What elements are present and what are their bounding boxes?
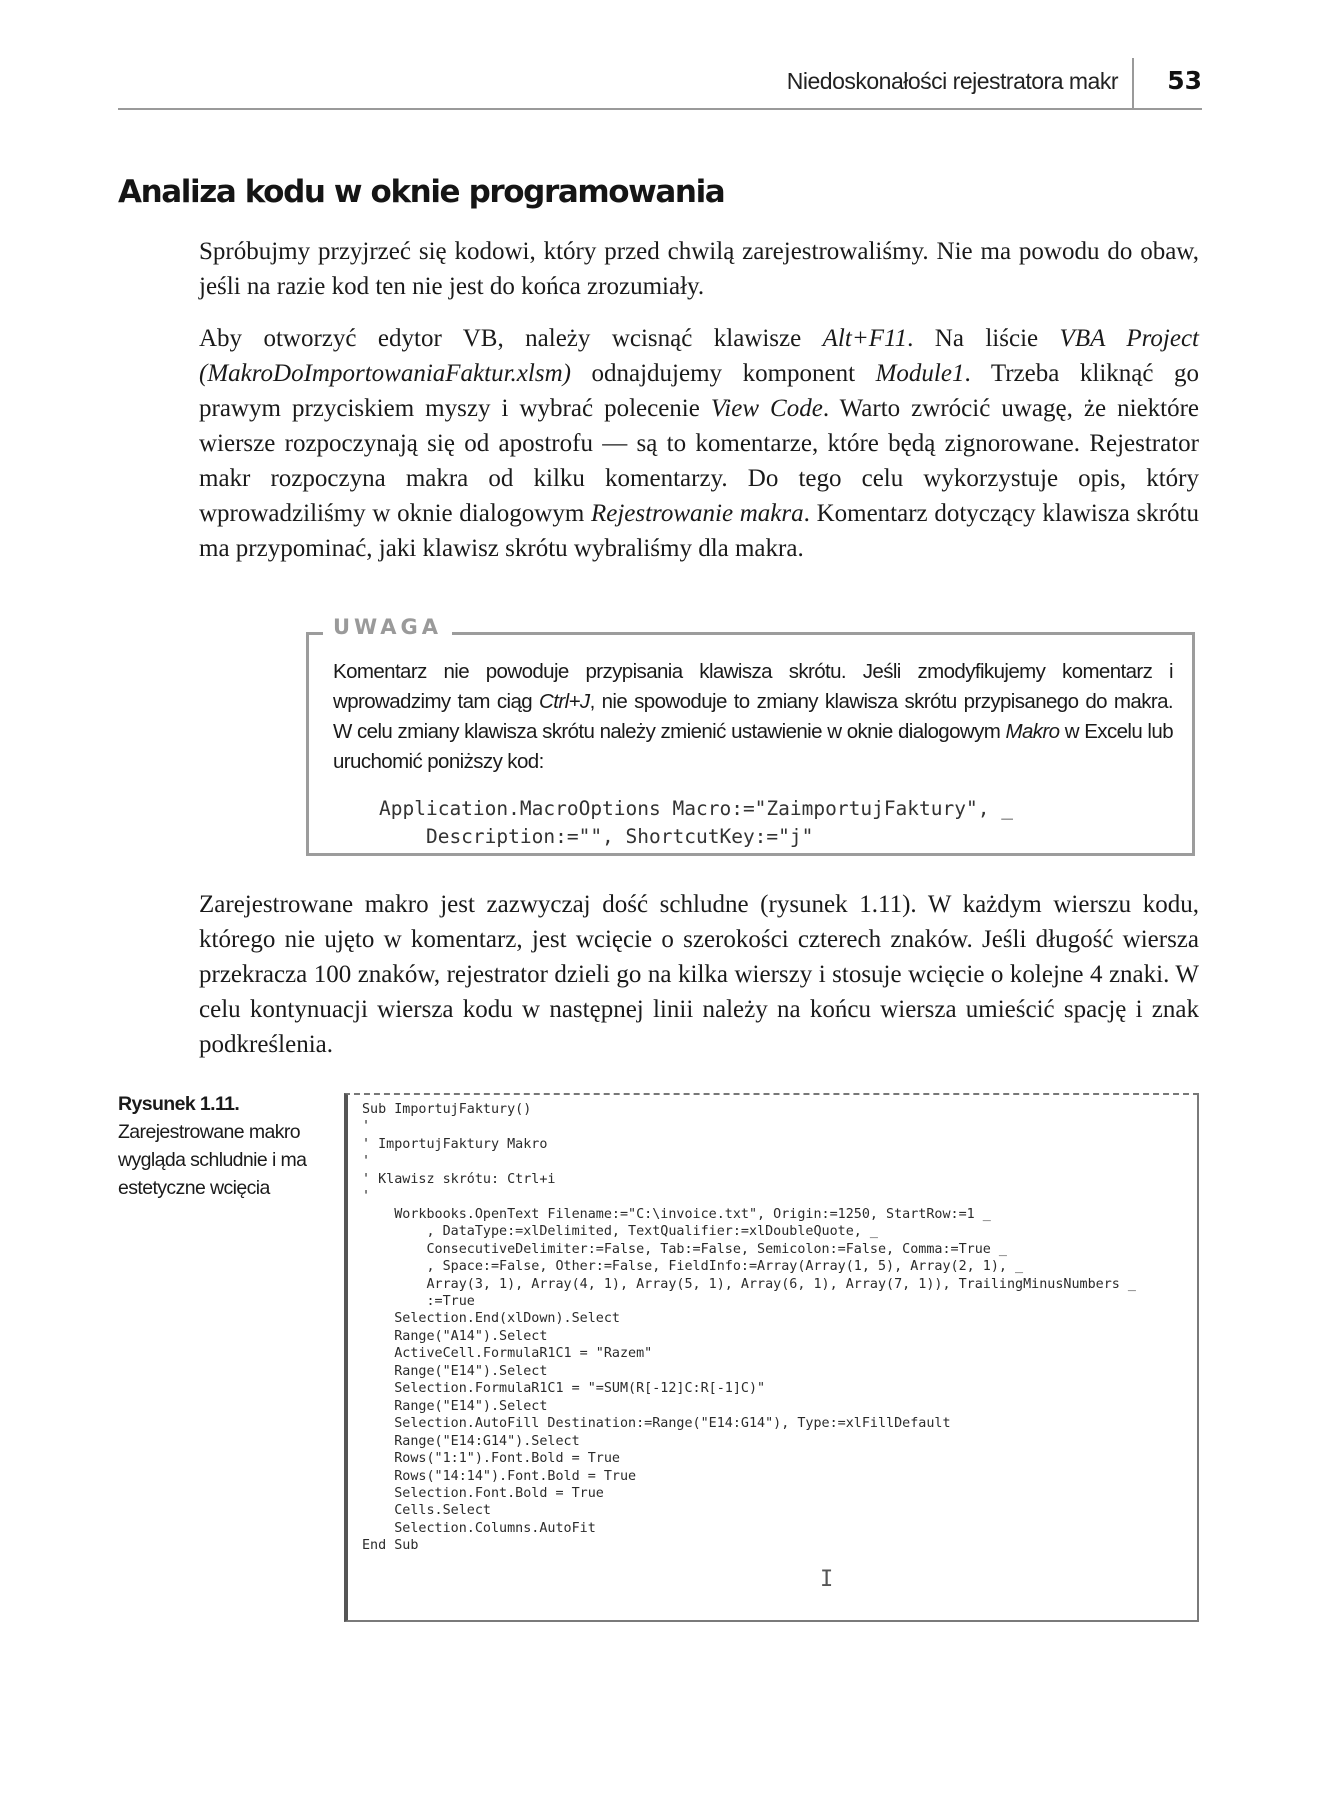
page-number: 53 [1167,66,1202,95]
italic-term: Module1 [875,360,965,387]
text-run: . Warto zwrócić uwagę, że niektóre wiersze rozpoczynają się od apostrofu — są to komentarze, które będą zignorowane. Rejestrator makr rozpoczyna makra od kilku komentarzy. Do tego celu wykorzystuje opis, który wprowadziliśmy w oknie dialogowym [199,395,1199,527]
text-run: . Na liście [907,325,1060,352]
paragraph-intro: Spróbujmy przyjrzeć się kodowi, który przed chwilą zarejestrowaliśmy. Nie ma powodu do obaw, jeśli na razie kod ten nie jest do końca zrozumiały. [199,238,1199,300]
running-header [118,62,1202,110]
italic-term: Rejestrowanie makra [590,500,804,527]
text-run: Aby otworzyć edytor VB, należy wcisnąć klawisze [199,325,823,352]
text-run: . Trzeba kliknąć go prawym przyciskiem myszy i wybrać polecenie [199,360,1199,422]
text-run: . Komentarz dotyczący klawisza skrótu ma przypominać, jaki klawisz skrótu wybraliśmy dla makra. [199,500,1199,562]
text-run: w Excelu lub uruchomić poniższy kod: [333,720,1173,773]
note-label: UWAGA [333,615,443,639]
note-label-wrap [323,615,452,639]
note-code-sample: Application.MacroOptions Macro:="ZaimportujFaktury", _ Description:="", ShortcutKey:="j" [379,797,1013,848]
text-run: Komentarz nie powoduje przypisania klawisza skrótu. Jeśli zmodyfikujemy komentarz i wprowadzimy tam ciąg [333,660,1173,713]
running-title: Niedoskonałości rejestratora makr [786,68,1118,94]
paragraph-editor [199,321,1199,566]
note-box [306,615,1195,856]
italic-term: VBA Project (MakroDoImportowaniaFaktur.xlsm) [199,325,1199,387]
figure-label: Rysunek 1.11. [118,1093,240,1115]
section-title: Analiza kodu w oknie programowania [118,174,725,210]
code-listing: Sub ImportujFaktury() ' ' ImportujFaktury Makro ' ' Klawisz skrótu: Ctrl+i ' Workbooks.OpenText Filename:="C:\invoice.txt", Origin:=1250, StartRow:=1 _ , DataType:=xlDelimited, TextQualifier:=xlDoubleQuote, _ ConsecutiveDelimiter:=False, Tab:=False, Semicolon:=False, Comma:=True _ , Space:=False, Other:=False, FieldInfo:=Array(Array(1, 5), Array(2, 1), _ Array(3, 1), Array(4, 1), Array(5, 1), Array(6, 1), Array(7, 1)), TrailingMinusNumbers _ :=True Selection.End(xlDown).Select Range("A14").Select ActiveCell.FormulaR1C1 = "Razem" Range("E14").Select Selection.FormulaR1C1 = "=SUM(R[-12]C:R[-1]C)" Range("E14").Select Selection.AutoFill Destination:=Range("E14:G14"), Type:=xlFillDefault Range("E14:G14").Select Rows("1:1").Font.Bold = True Rows("14:14").Font.Bold = True Selection.Font.Bold = True Cells.Select Selection.Columns.AutoFit End Sub [362,1102,1136,1554]
header-separator [1132,58,1134,108]
italic-term: Ctrl+J [539,690,590,713]
italic-term: View Code [710,395,823,422]
paragraph-recorded-macro: Zarejestrowane makro jest zazwyczaj dość schludne (rysunek 1.11). W każdym wierszu kodu, którego nie ujęto w komentarz, jest wcięcie o szerokości czterech znaków. Jeśli długość wiersza przekracza 100 znaków, rejestrator dzieli go na kilka wierszy i stosuje wcięcie o kolejne 4 znaki. W celu kontynuacji wiersza kodu w następnej linii należy na końcu wiersza umieścić spację i znak podkreślenia. [199,891,1199,1058]
text-run: , nie spowoduje to zmiany klawisza skrótu przypisanego do makra. W celu zmiany klawisza skrótu należy zmienić ustawienie w oknie dialogowym [333,690,1173,743]
code-screenshot [344,1093,1199,1622]
note-text [333,657,1173,777]
text-cursor-icon: I [820,1567,834,1592]
italic-term: Alt+F11 [822,325,908,352]
figure-caption [118,1090,318,1202]
figure-caption-text: Zarejestrowane makro wygląda schludnie i ma estetyczne wcięcia [118,1121,307,1199]
italic-term: Makro [1005,720,1060,743]
text-run: odnajdujemy komponent [570,360,876,387]
